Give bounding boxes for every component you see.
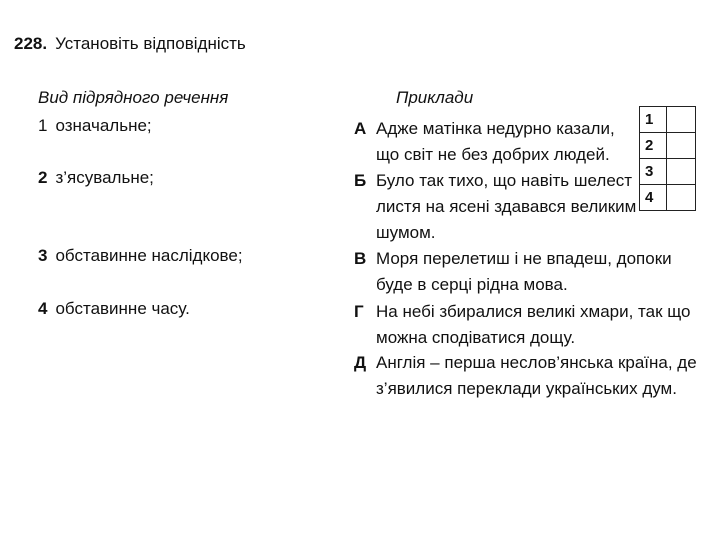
example-line: Було так тихо, що навіть шелест — [376, 171, 633, 190]
answer-grid — [639, 106, 696, 211]
example-line: буде в серці рідна мова. — [376, 275, 568, 294]
type-number: 1 — [38, 116, 48, 135]
type-number: 3 — [38, 246, 48, 265]
example-line: На небі збиралися великі хмари, так що — [376, 302, 691, 321]
example-letter: В — [354, 249, 367, 268]
answer-number: 4 — [640, 185, 667, 211]
answer-row — [640, 159, 696, 185]
example-letter: Д — [354, 353, 367, 372]
example-h — [354, 299, 691, 351]
example-letter: Б — [354, 171, 367, 190]
example-d — [354, 350, 697, 402]
example-line: листя на ясені здавався великим — [376, 197, 637, 216]
type-item-2 — [38, 168, 154, 188]
answer-row — [640, 133, 696, 159]
example-line: шумом. — [376, 223, 436, 242]
example-line: що світ не без добрих людей. — [376, 145, 610, 164]
example-line: Англія – перша неслов’янська країна, де — [376, 353, 697, 372]
type-item-4 — [38, 299, 190, 319]
example-letter: А — [354, 119, 367, 138]
type-label: обставинне наслідкове; — [55, 246, 243, 265]
type-label: обставинне часу. — [55, 299, 190, 318]
example-letter: Г — [354, 302, 364, 321]
task-number: 228. — [14, 34, 48, 53]
example-v — [354, 246, 672, 298]
answer-cell[interactable] — [667, 185, 696, 211]
left-column-header: Вид підрядного речення — [38, 88, 229, 107]
type-number: 4 — [38, 299, 48, 318]
answer-cell[interactable] — [667, 107, 696, 133]
type-label: з’ясувальне; — [55, 168, 154, 187]
right-column-header: Приклади — [396, 88, 474, 107]
example-line: Адже матінка недурно казали, — [376, 119, 615, 138]
answer-number: 1 — [640, 107, 667, 133]
answer-row — [640, 107, 696, 133]
answer-number: 2 — [640, 133, 667, 159]
example-line: можна сподіватися дощу. — [376, 328, 576, 347]
answer-cell[interactable] — [667, 159, 696, 185]
task-instruction: Установіть відповідність — [55, 34, 246, 53]
answer-number: 3 — [640, 159, 667, 185]
example-line: з’явилися переклади українських дум. — [376, 379, 677, 398]
answer-row — [640, 185, 696, 211]
type-number: 2 — [38, 168, 48, 187]
type-label: означальне; — [55, 116, 152, 135]
example-a — [354, 116, 615, 168]
answer-cell[interactable] — [667, 133, 696, 159]
example-b — [354, 168, 636, 246]
task-title — [14, 34, 246, 54]
example-line: Моря перелетиш і не впадеш, допоки — [376, 249, 672, 268]
type-item-3 — [38, 246, 243, 266]
type-item-1 — [38, 116, 152, 136]
